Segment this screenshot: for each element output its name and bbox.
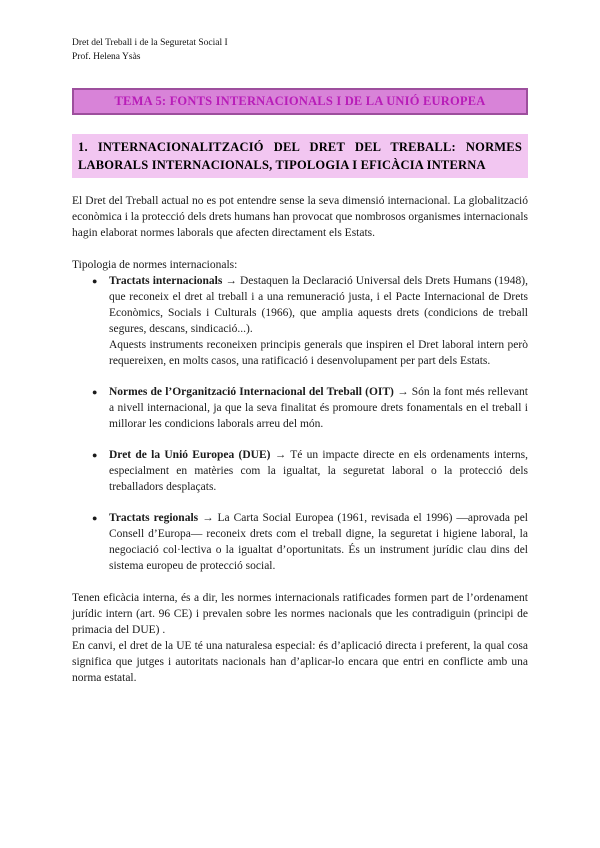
- bullet-item-normes-oit: [72, 384, 528, 432]
- bullet-body: [109, 447, 528, 495]
- document-header: [72, 36, 528, 64]
- section-heading: [72, 134, 528, 178]
- header-course-title: Dret del Treball i de la Seguretat Social I: [72, 38, 228, 48]
- typology-label: Tipologia de normes internacionals:: [72, 259, 238, 271]
- bullet-text: Té un impacte directe en els ordenaments interns, especialment en matèries com la igualtat, la seguretat laboral o la protecció dels treballadors desplaçats.: [109, 449, 528, 493]
- bullet-text-block: [109, 447, 528, 495]
- arrow-icon: →: [274, 449, 287, 461]
- bullet-item-tractats-internacionals: [72, 273, 528, 369]
- bullet-text-block: [109, 273, 528, 337]
- bullet-body: [109, 510, 528, 574]
- bullet-note: Aquests instruments reconeixen principis generals que inspiren el Dret laboral intern però requereixen, en molts casos, una ratificació i desenvolupament per part dels Estats.: [109, 339, 528, 367]
- bullet-text: Són la font més rellevant a nivell internacional, ja que la seva finalitat és promoure drets fonamentals en el treball i millorar les condicions laborals arreu del món.: [109, 386, 528, 430]
- bullet-icon: ●: [92, 450, 98, 460]
- bullet-icon: ●: [92, 387, 98, 397]
- bullet-lead: Dret de la Unió Europea (DUE): [109, 449, 271, 461]
- arrow-icon: →: [202, 512, 214, 524]
- bullet-body: [109, 384, 528, 432]
- bullet-item-tractats-regionals: [72, 510, 528, 574]
- bullet-text-block: [109, 510, 528, 574]
- closing-paragraph-eficacia: Tenen eficàcia interna, és a dir, les normes internacionals ratificades formen part de l’ordenament jurídic intern (art. 96 CE) i prevalen sobre les normes nacionals que les contradiguin (principi de primacia del DUE) .: [72, 592, 528, 636]
- bullet-text: Destaquen la Declaració Universal dels Drets Humans (1948), que reconeix el dret al treball i a una remuneració justa, i el Pacte Internacional de Drets Econòmics, Socials i Culturals (1966), que amplia aquests drets (condicions de treball segures, descans, sindicació...).: [109, 275, 529, 335]
- bullet-icon: ●: [92, 513, 98, 523]
- section-heading-text: 1. INTERNACIONALITZACIÓ DEL DRET DEL TREBALL: NORMES LABORALS INTERNACIONALS, TIPOLOGIA I EFICÀCIA INTERNA: [78, 140, 522, 172]
- bullet-lead: Normes de l’Organització Internacional del Treball (OIT): [109, 386, 394, 398]
- bullet-lead: Tractats internacionals: [109, 275, 223, 287]
- intro-paragraph: El Dret del Treball actual no es pot entendre sense la seva dimensió internacional. La globalització econòmica i la protecció dels drets humans han provocat que nombrosos organismes internacionals hagin elaborat normes laborals que afecten directament els Estats.: [72, 195, 528, 239]
- tema-banner-title: TEMA 5: FONTS INTERNACIONALS I DE LA UNIÓ EUROPEA: [114, 94, 486, 108]
- document-body: [72, 193, 528, 686]
- closing-paragraph-en-canvi: En canvi, el dret de la UE té una naturalesa especial: és d’aplicació directa i preferent, la qual cosa significa que jutges i autoritats nacionals han d’aplicar-lo encara que entri en conflicte amb una norma estatal.: [72, 640, 528, 684]
- bullet-text-block: [109, 384, 528, 432]
- arrow-icon: →: [225, 275, 237, 287]
- bullet-lead: Tractats regionals: [109, 512, 199, 524]
- tema-banner: [72, 88, 528, 115]
- bullet-text: La Carta Social Europea (1961, revisada el 1996) —aprovada pel Consell d’Europa— reconeix drets com el treball digne, la seguretat i higiene laboral, la negociació col·lectiva o la igualtat d’oportunitats. És un instrument jurídic clau dins del sistema europeu de protecció social.: [109, 512, 529, 572]
- bullet-icon: ●: [92, 276, 98, 286]
- typology-bullet-list: [72, 273, 528, 574]
- header-professor: Prof. Helena Ysàs: [72, 52, 141, 62]
- bullet-item-dret-ue: [72, 447, 528, 495]
- bullet-body: [109, 273, 528, 369]
- arrow-icon: →: [397, 386, 409, 398]
